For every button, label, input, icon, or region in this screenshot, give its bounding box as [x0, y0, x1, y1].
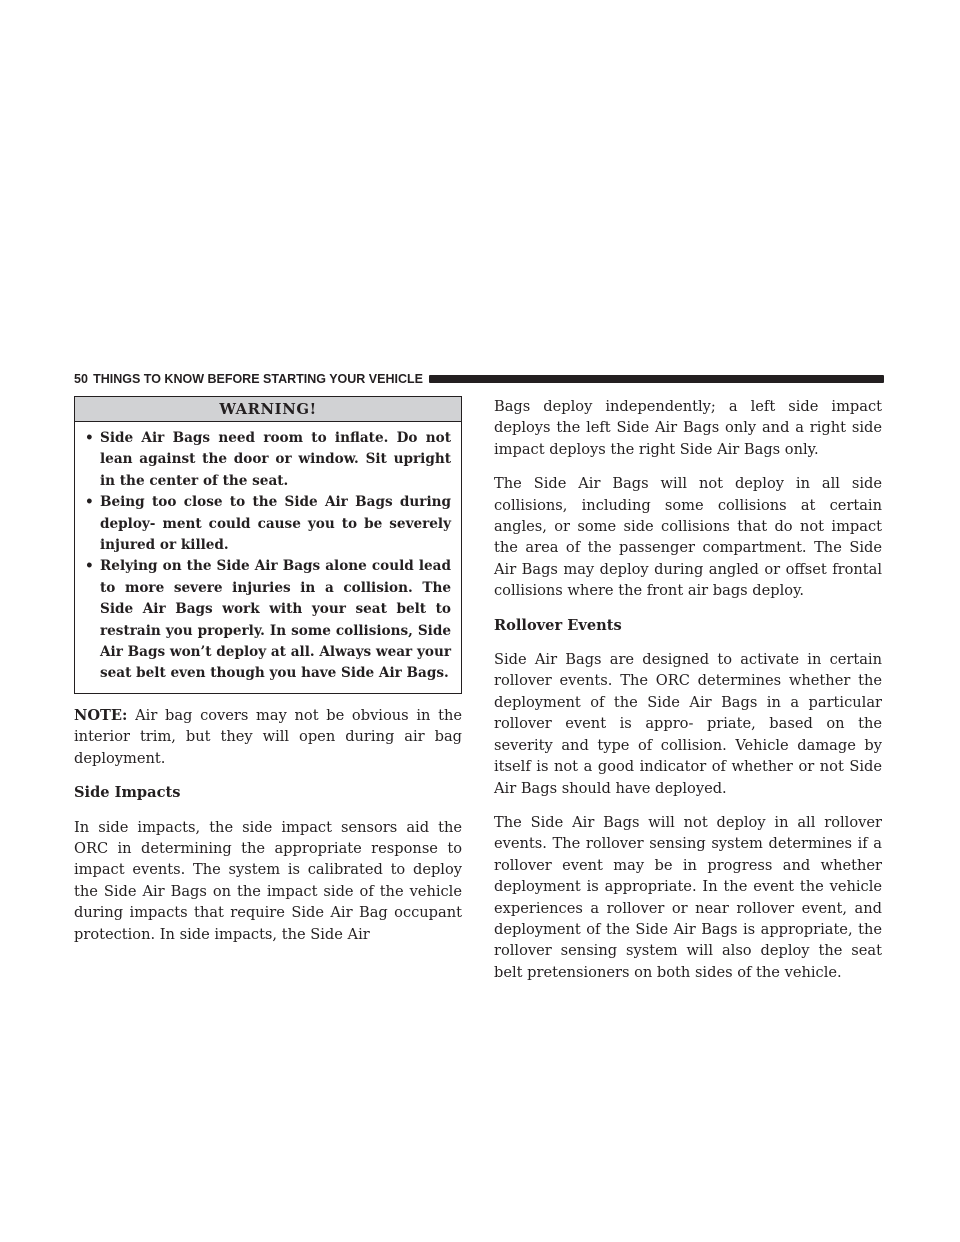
- warning-box: [74, 396, 462, 694]
- warning-item-text: Side Air Bags need room to inflate. Do not lean against the door or window. Sit upright in the center of the seat.: [100, 430, 451, 489]
- page-header: [74, 371, 884, 387]
- side-impacts-heading: Side Impacts: [74, 784, 181, 802]
- note-label: NOTE:: [74, 706, 128, 724]
- warning-item-text: Being too close to the Side Air Bags during deploy- ment could cause you to be severely injured or killed.: [100, 494, 451, 554]
- warning-title: WARNING!: [75, 397, 461, 422]
- warning-item: [85, 492, 451, 556]
- side-impacts-paragraph-continued: Bags deploy independently; a left side impact deploys the left Side Air Bags only and a right side impact deploys the right Side Air Bags only.: [494, 398, 882, 458]
- side-impacts-paragraph: In side impacts, the side impact sensors aid the ORC in determining the appropriate response to impact events. The system is calibrated to deploy the Side Air Bags on the impact side of the vehicle during impacts that require Side Air Bag occupant protection. In side impacts, the Side Air: [74, 818, 462, 943]
- bullet-icon: •: [85, 494, 94, 511]
- rollover-paragraph: Side Air Bags are designed to activate in certain rollover events. The ORC determines whether the deployment of the Side Air Bags in a particular rollover event is appro- priate, based on the severity and type of collision. Vehicle damage by itself is not a good indicator of whether or not Side Air Bags should have deployed.: [494, 651, 882, 797]
- warning-item: [85, 428, 451, 492]
- warning-item-text: Relying on the Side Air Bags alone could lead to more severe injuries in a collision. The Side Air Bags work with your seat belt to restrain you properly. In some collisions, Side Air Bags won’t deploy at all. Always wear your seat belt even though you have Side Air Bags.: [100, 558, 451, 682]
- note-paragraph: [74, 705, 462, 769]
- side-impacts-paragraph: The Side Air Bags will not deploy in all side collisions, including some collisions at certain angles, or some side collisions that do not impact the area of the passenger compartment. The Side Air Bags may deploy during angled or offset frontal collisions where the front air bags deploy.: [494, 475, 882, 600]
- section-title: THINGS TO KNOW BEFORE STARTING YOUR VEHICLE: [93, 372, 423, 386]
- page-number: 50: [74, 372, 89, 386]
- warning-item: [85, 556, 451, 684]
- rollover-paragraph: The Side Air Bags will not deploy in all rollover events. The rollover sensing system determines if a rollover event may be in progress and whether deployment is appropriate. In the event the vehicle experiences a rollover or near rollover event, and deployment of the Side Air Bags is appropriate, the rollover sensing system will also deploy the seat belt pretensioners on both sides of the vehicle.: [494, 813, 882, 981]
- left-column: [74, 396, 462, 958]
- bullet-icon: •: [85, 430, 94, 446]
- note-text: Air bag covers may not be obvious in the interior trim, but they will open during air bag deployment.: [74, 706, 462, 767]
- warning-list: [75, 422, 461, 693]
- rollover-events-heading: Rollover Events: [494, 616, 622, 634]
- header-rule: [429, 375, 884, 383]
- right-column: [494, 396, 882, 996]
- bullet-icon: •: [85, 558, 94, 575]
